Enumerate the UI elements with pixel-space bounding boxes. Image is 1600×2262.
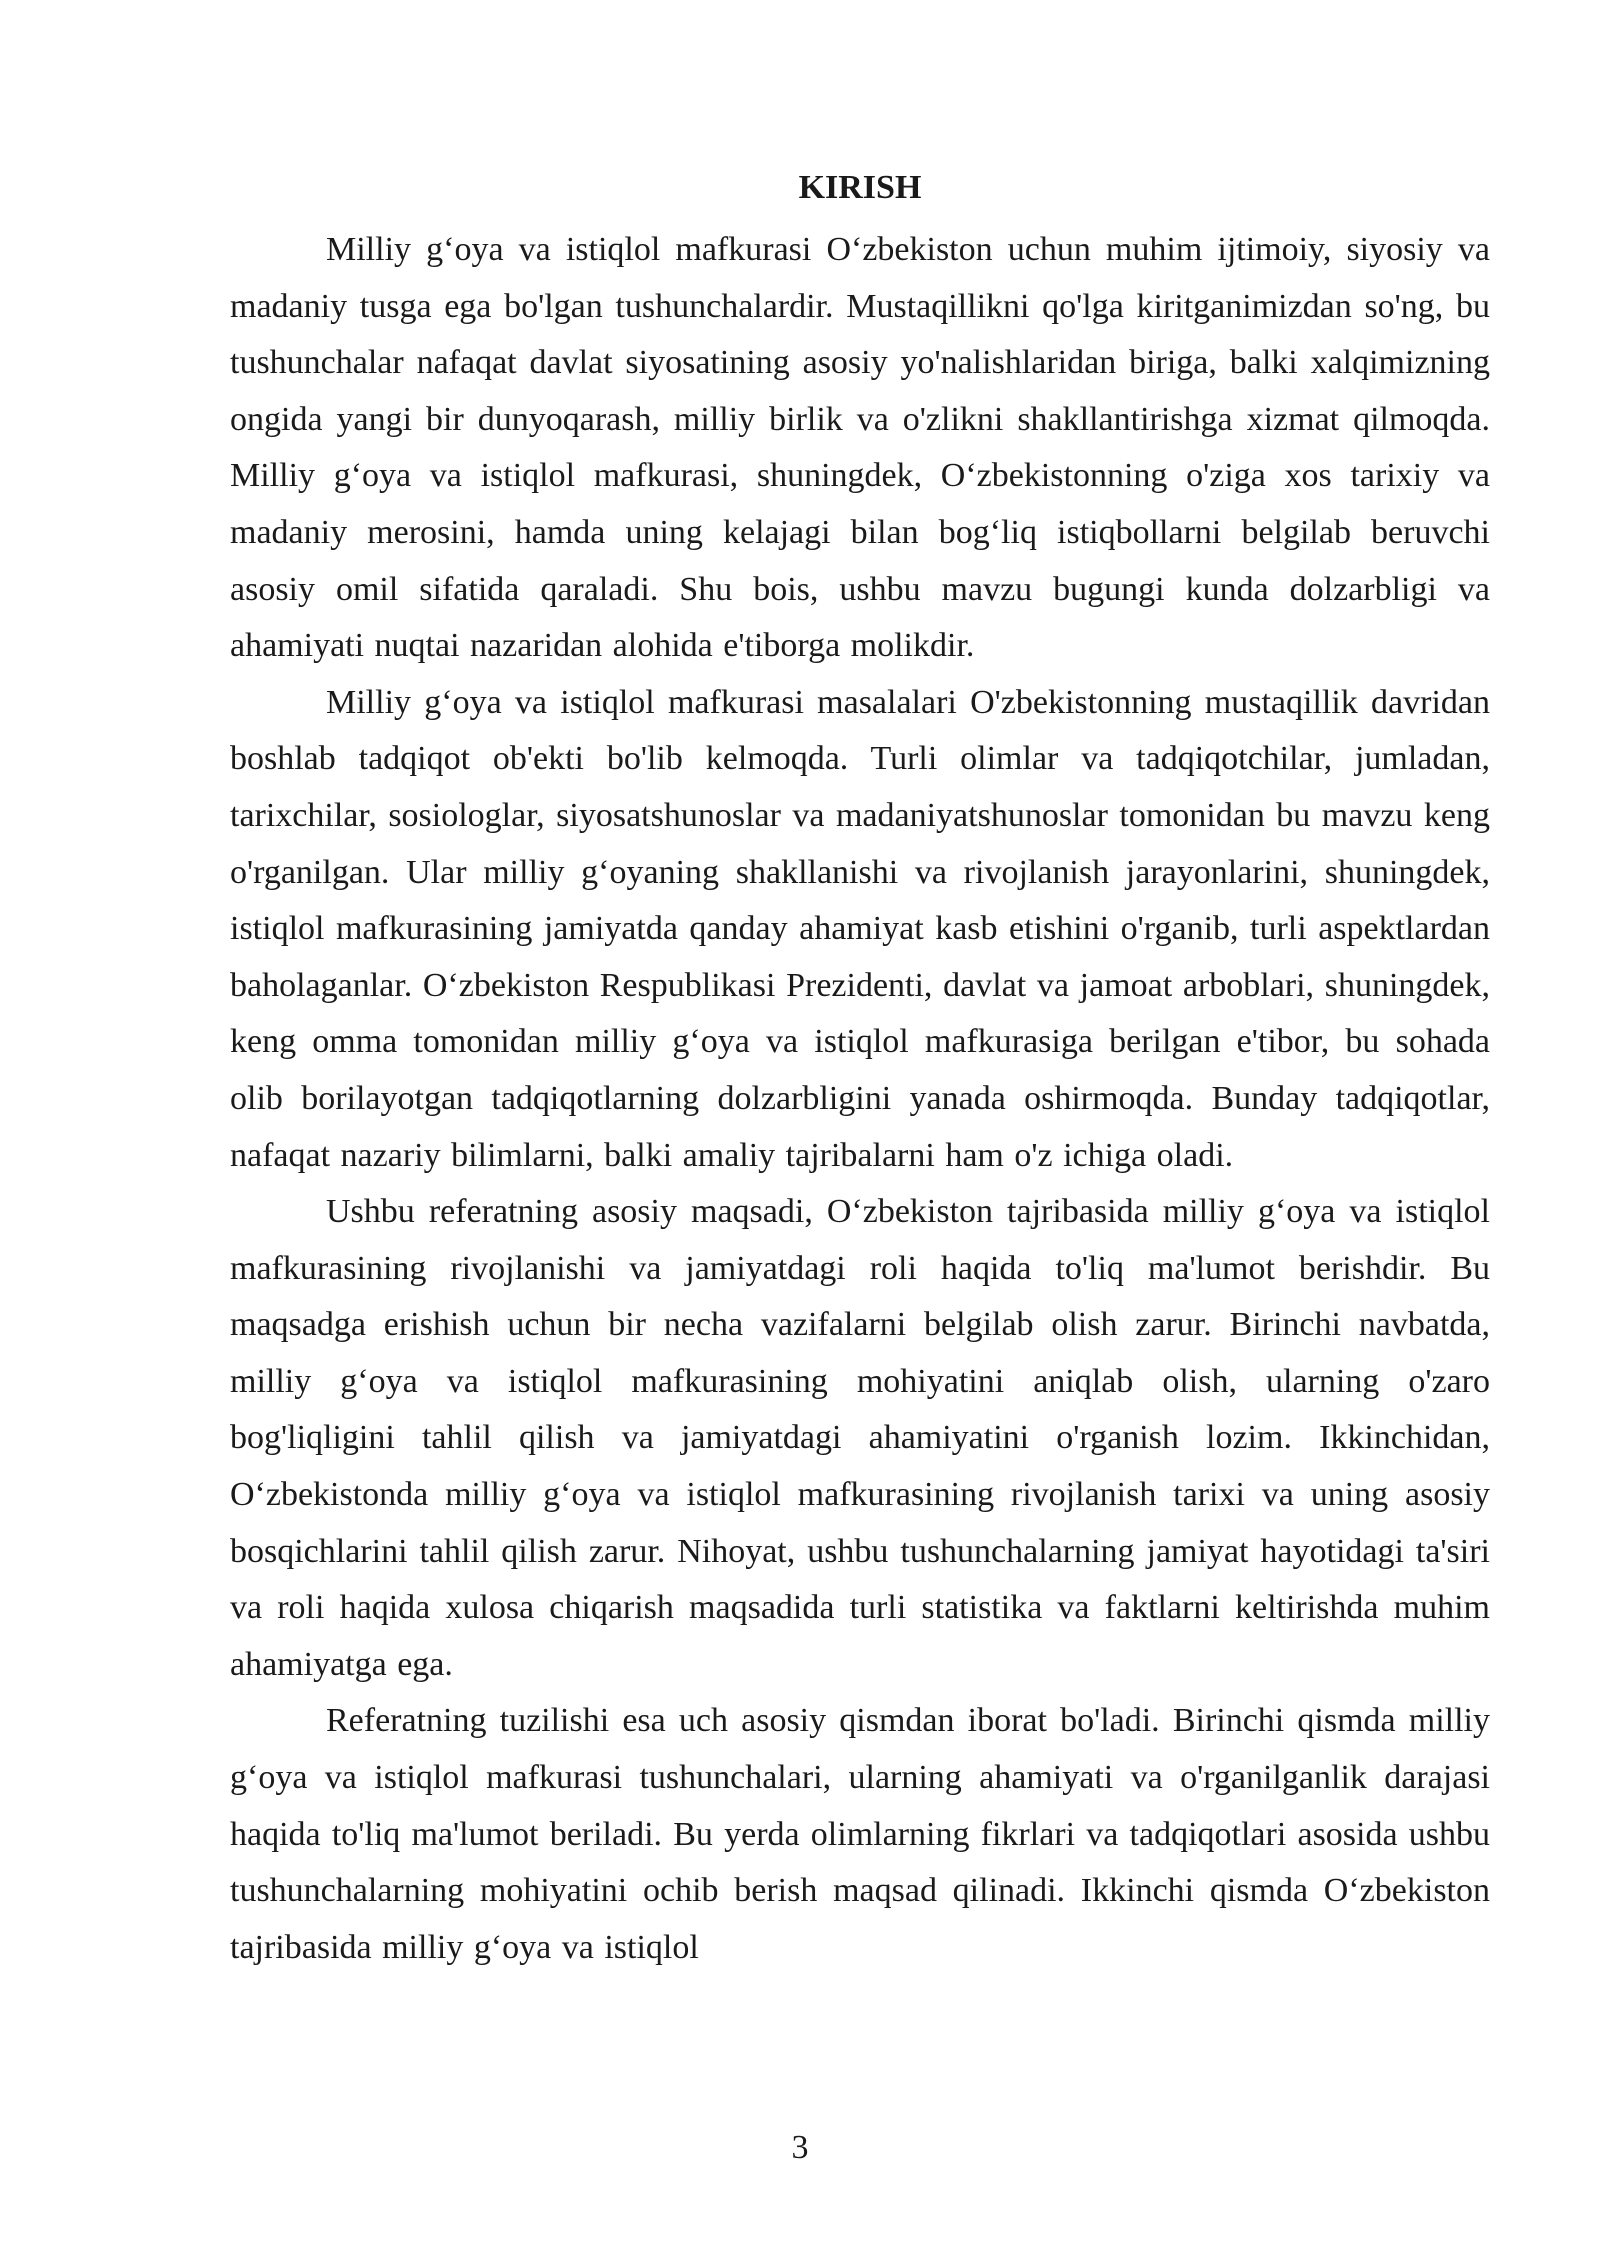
paragraph-4: Referatning tuzilishi esa uch asosiy qismdan iborat bo'ladi. Birinchi qismda milliy g‘oya va istiqlol mafkurasi tushunchalari, ularning ahamiyati va o'rganilganlik darajasi haqida to'liq ma'lumot beriladi. Bu yerda olimlarning fikrlari va tadqiqotlari asosida ushbu tushunchalarning mohiyatini ochib berish maqsad qilinadi. Ikkinchi qismda O‘zbekiston tajribasida milliy g‘oya va istiqlol	[230, 1702, 1490, 1966]
page-title: KIRISH	[798, 169, 922, 206]
paragraph-1: Milliy g‘oya va istiqlol mafkurasi O‘zbekiston uchun muhim ijtimoiy, siyosiy va madaniy tusga ega bo'lgan tushunchalardir. Mustaqillikni qo'lga kiritganimizdan so'ng, bu tushunchalar nafaqat davlat siyosatining asosiy yo'nalishlaridan biriga, balki xalqimizning ongida yangi bir dunyoqarash, milliy birlik va o'zlikni shakllantirishga xizmat qilmoqda. Milliy g‘oya va istiqlol mafkurasi, shuningdek, O‘zbekistonning o'ziga xos tarixiy va madaniy merosini, hamda uning kelajagi bilan bog‘liq istiqbollarni belgilab beruvchi asosiy omil sifatida qaraladi. Shu bois, ushbu mavzu bugungi kunda dolzarbligi va ahamiyati nuqtai nazaridan alohida e'tiborga molikdir.	[230, 231, 1490, 665]
paragraph-2: Milliy g‘oya va istiqlol mafkurasi masalalari O'zbekistonning mustaqillik davridan boshlab tadqiqot ob'ekti bo'lib kelmoqda. Turli olimlar va tadqiqotchilar, jumladan, tarixchilar, sosiologlar, siyosatshunoslar va madaniyatshunoslar tomonidan bu mavzu keng o'rganilgan. Ular milliy g‘oyaning shakllanishi va rivojlanish jarayonlarini, shuningdek, istiqlol mafkurasining jamiyatda qanday ahamiyat kasb etishini o'rganib, turli aspektlardan baholaganlar. O‘zbekiston Respublikasi Prezidenti, davlat va jamoat arboblari, shuningdek, keng omma tomonidan milliy g‘oya va istiqlol mafkurasiga berilgan e'tibor, bu sohada olib borilayotgan tadqiqotlarning dolzarbligini yanada oshirmoqda. Bunday tadqiqotlar, nafaqat nazariy bilimlarni, balki amaliy tajribalarni ham o'z ichiga oladi.	[230, 683, 1490, 1174]
document-page	[230, 160, 1490, 1976]
paragraph-3: Ushbu referatning asosiy maqsadi, O‘zbekiston tajribasida milliy g‘oya va istiqlol mafkurasining rivojlanishi va jamiyatdagi roli haqida to'liq ma'lumot berishdir. Bu maqsadga erishish uchun bir necha vazifalarni belgilab olish zarur. Birinchi navbatda, milliy g‘oya va istiqlol mafkurasining mohiyatini aniqlab olish, ularning o'zaro bog'liqligini tahlil qilish va jamiyatdagi ahamiyatini o'rganish lozim. Ikkinchidan, O‘zbekistonda milliy g‘oya va istiqlol mafkurasining rivojlanish tarixi va uning asosiy bosqichlarini tahlil qilish zarur. Nihoyat, ushbu tushunchalarning jamiyat hayotidagi ta'siri va roli haqida xulosa chiqarish maqsadida turli statistika va faktlarni keltirishda muhim ahamiyatga ega.	[230, 1193, 1490, 1683]
page-number: 3	[791, 2129, 809, 2166]
